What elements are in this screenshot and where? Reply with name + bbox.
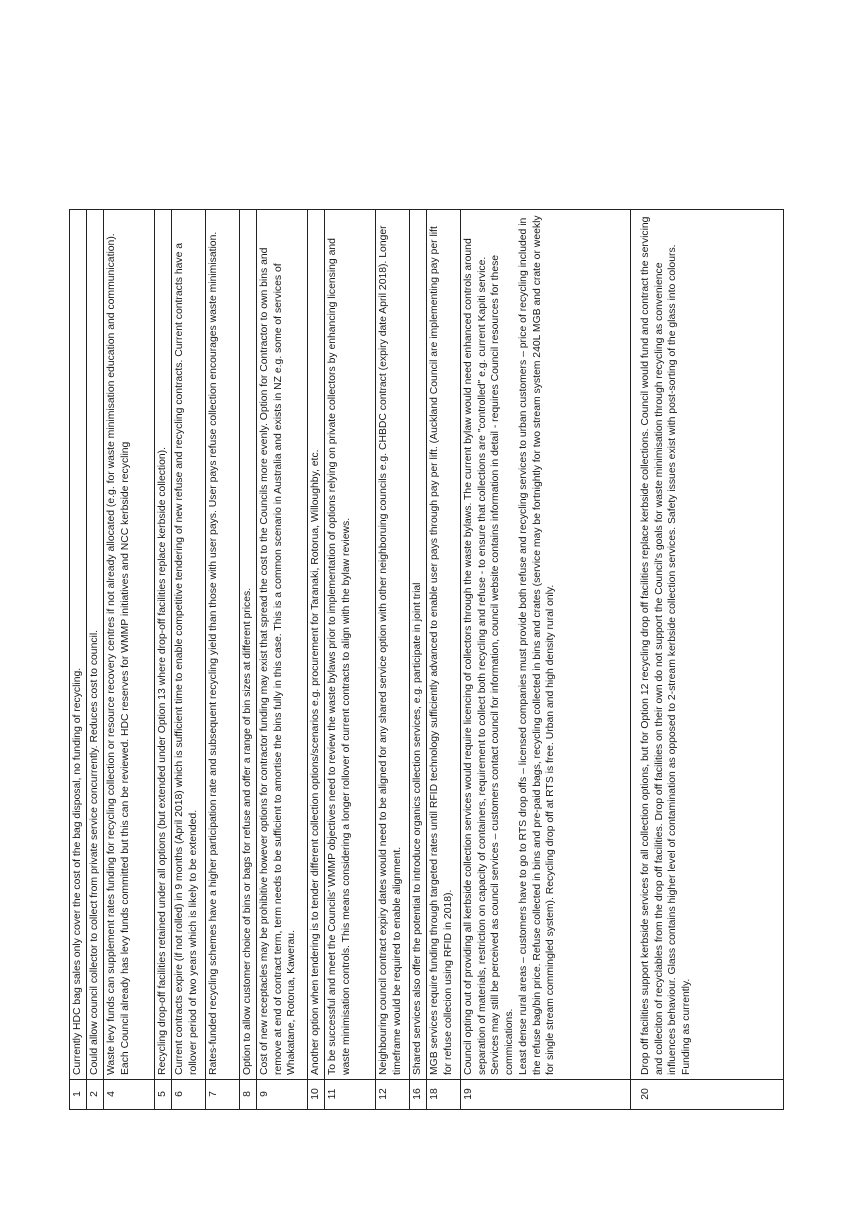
row-text-line: Currently HDC bag sales only cover the cost of the bag disposal, no funding of recycling. <box>72 667 83 1075</box>
row-number: 6 <box>172 1080 206 1110</box>
row-text <box>172 210 206 1080</box>
row-text <box>104 210 155 1080</box>
table-row <box>427 210 461 1110</box>
row-text-line: Least dense rural areas – customers have to go to RTS drop offs – licensed companies must provide both refuse and recycling services to urban customers – price of recycling included in the refuse bag/bin price. Refuse collected in bins and pre-paid bags, recycling collected in bins and crates (service may be fortnightly for two stream system 240L MGB and crate or weekly for single stream commingled system). Recycling drop off at RTS is free. Urban and high density rural only. <box>517 215 557 1075</box>
row-text <box>87 210 104 1080</box>
row-text <box>427 210 461 1080</box>
row-text <box>325 210 376 1080</box>
row-text-line: Another option when tendering is to tender different collection options/scenarios e.g. procurement for Taranaki, Rotorua, Willoughby, etc. <box>310 449 321 1075</box>
row-text <box>461 210 631 1080</box>
row-text-line: Cost of new receptacles may be prohibitive however options for contractor funding may exist that spread the cost to the Councils more evenly. Option for Contractor to own bins and remove at end of contract term, term needs to be sufficient to amortise the bins fully in this case. This is a common scenario in Australia and exists in NZ e.g. some of services of Whakatane, Rotorua, Kawerau. <box>259 247 298 1075</box>
row-number: 5 <box>155 1080 172 1110</box>
table-row <box>257 210 308 1110</box>
row-text-line: Shared services also offer the potential to introduce organics collection services, e.g. participate in joint trial <box>412 582 423 1075</box>
row-text-line: Recycling drop-off facilities retained under all options (but extended under Option 13 where drop-off facilities replace kerbside collection). <box>157 446 168 1075</box>
row-number: 1 <box>70 1080 87 1110</box>
row-number: 20 <box>631 1080 784 1110</box>
table-row <box>308 210 325 1110</box>
row-text-line: To be successful and meet the Councils' WMMP objectives need to review the waste bylaws prior to implementation of options relying on private collectors by enhancing licensing and waste minimisation controls. This means considering a longer rollover of current contracts to align with the bylaw reviews. <box>327 238 352 1075</box>
table-row <box>376 210 410 1110</box>
table-row <box>206 210 240 1110</box>
row-number: 4 <box>104 1080 155 1110</box>
row-text-line: Option to allow customer choice of bins or bags for refuse and offer a range of bin sizes at different prices. <box>242 587 253 1075</box>
row-text <box>257 210 308 1080</box>
row-text-line: Could allow council collector to collect from private service concurrently. Reduces cost to council. <box>89 629 100 1075</box>
row-number: 10 <box>308 1080 325 1110</box>
row-text <box>410 210 427 1080</box>
row-text <box>631 210 784 1080</box>
table-row <box>240 210 257 1110</box>
row-text <box>376 210 410 1080</box>
table-row <box>631 210 784 1110</box>
row-text <box>240 210 257 1080</box>
row-text-line: MGB services require funding through targeted rates until RFID technology sufficiently advanced to enable user pays through pay per lift. (Auckland Council are implementing pay per lift for refuse collecion using RFID in 2018). <box>429 226 454 1075</box>
table-row <box>461 210 631 1110</box>
table-row <box>155 210 172 1110</box>
table-row <box>410 210 427 1110</box>
row-text-line: Waste levy funds can supplement rates funding for recycling collection or resource recovery centres if not already allocated (e.g. for waste minimisation education and communication). Each Council already has levy funds committed but this can be reviewed. HDC reserves for WMMP initiatives and NCC kerbside recycling <box>106 233 131 1075</box>
row-number: 16 <box>410 1080 427 1110</box>
table-row <box>104 210 155 1110</box>
table-row <box>70 210 87 1110</box>
rotated-table-wrapper <box>69 210 773 1110</box>
row-text <box>70 210 87 1080</box>
row-text-line: Services may still be perceived as council services – customers contact council for information, council website contains information in detail - requires Council resources for these commications. <box>490 254 516 1075</box>
row-number: 7 <box>206 1080 240 1110</box>
row-number: 18 <box>427 1080 461 1110</box>
row-number: 9 <box>257 1080 308 1110</box>
table-row <box>87 210 104 1110</box>
row-number: 19 <box>461 1080 631 1110</box>
row-text-line: Drop off facilities support kerbside services for all collection options, but for Option 12 recycling drop off facilities replace kerbside collections. Council would fund and contract the servicing and colleciton of recyclables from the drop off facilities. Drop off facilities on their own do not support the Council's goals for waste minimisation through recycling as convenience influences behaviour. Glass contains higher level of contamination as opposed to 2-stream kerbside collection services. Safety issues exist with post-sorting of the glass into colours. Funding as currently. <box>640 216 693 1075</box>
options-notes-table <box>69 209 784 1110</box>
row-text-line: Rates-funded recycling schemes have a higher participation rate and subsequent recycling yield than those with user pays. User pays refuse collection encourages waste minimisation. <box>208 231 219 1075</box>
table-row <box>325 210 376 1110</box>
row-number: 2 <box>87 1080 104 1110</box>
row-number: 8 <box>240 1080 257 1110</box>
row-text-line: Council opting out of providing all kerbside collection services would require licencing of collectors through the waste bylaws. The current bylaw would need enhanced controls around separation of materials, restriction on capacity of containers, requirement to collect both recycling and refuse - to ensure that collections are "controlled" e.g. current Kapiti service. <box>463 238 488 1075</box>
row-text <box>206 210 240 1080</box>
row-text-line: Current contracts expire (if not rolled) in 9 months (April 2018) which is sufficient time to enable competitive tendering of new refuse and recycling contracts. Current contracts have a rollover period of two years which is likely to be extended. <box>174 242 199 1075</box>
row-text-line: Neighbouring council contract expiry dates would need to be aligned for any shared service option with other neighboruing councils e.g. CHBDC contract (expiry date April 2018). Longer timeframe would be required to enable alignment. <box>378 225 403 1075</box>
row-text <box>308 210 325 1080</box>
row-number: 11 <box>325 1080 376 1110</box>
table-body <box>70 210 784 1110</box>
row-number: 12 <box>376 1080 410 1110</box>
table-row <box>172 210 206 1110</box>
row-text <box>155 210 172 1080</box>
